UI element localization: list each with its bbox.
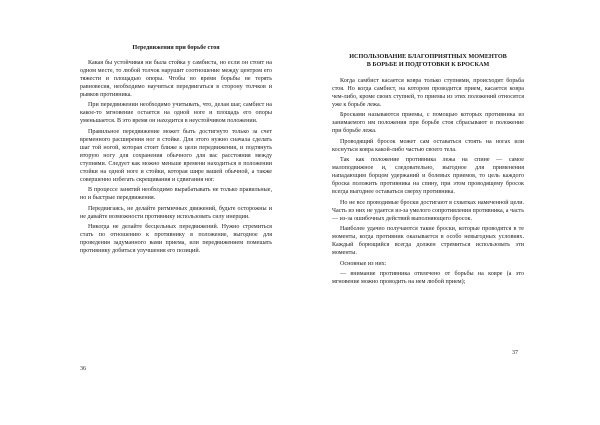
- section-heading: Передвижения при борьбе стоя: [132, 44, 220, 51]
- paragraph: Бросками называются приемы, с помощью которых противника из занимаемого им положения при борьбе стоя сбрасывают в положение при борьбе лежа.: [332, 112, 524, 135]
- page-number: 37: [512, 350, 518, 356]
- right-page: [300, 0, 600, 425]
- paragraph: Так как положение противника лежа на спине — самое малоподвижное и, следовательно, выгодное для применения нападающим борцом удержаний и болевых приемов, то цель каждого броска положить противника на спину, при этом проводящему бросок всегда выгоднее оставаться сверху противника.: [332, 157, 524, 196]
- paragraph: Передвигаясь, не делайте ритмичных движений, будьте осторожны и не давайте возможности противнику использовать силу инерции.: [80, 205, 272, 220]
- paragraph: Никогда не делайте бесцельных передвижений. Нужно стремиться стать по отношению к противнику в положение, выгодное для проведения задуманного вами приема, или передвижением помешать противнику добиться улучшения его позиций.: [80, 224, 272, 254]
- paragraph: Наиболее удачно получаются такие броски, которые проводятся в те моменты, когда противник оказывается в особо невыгодных условиях. Каждый борющийся всегда должен стремиться использовать эти моменты.: [332, 226, 524, 257]
- page-number: 36: [80, 366, 86, 372]
- left-text-column: [80, 60, 272, 258]
- paragraph: Проводящий бросок может сам оставаться стоять на ногах или коснуться ковра какой-либо частью своего тела.: [332, 138, 524, 153]
- chapter-heading-line: В БОРЬБЕ И ПОДГОТОВКИ К БРОСКАМ: [366, 61, 490, 68]
- paragraph: При передвижении необходимо учитывать, что, делая шаг, самбист на какое-то мгновение остается на одной ноге и площадь его опоры уменьшается. В это время он находится в неустойчивом положении.: [80, 102, 272, 125]
- paragraph: Но не все проводимые броски достигают в схватках намеченной цели. Часть из них не удается из-за умелого сопротивления противника, а часть — из-за ошибочных действий выполняющего бросок.: [332, 199, 524, 222]
- paragraph: Когда самбист касается ковра только ступнями, происходит борьба стоя. Но когда самбист, на котором проводится прием, касается ковра чем-либо, кроме своих ступней, то приемы из этих положений относятся уже к борьбе лежа.: [332, 78, 524, 108]
- paragraph: — внимание противника отвлечено от борьбы на ковре (а это мгновение можно проводить на нем любой прием);: [332, 271, 524, 286]
- chapter-heading-line: ИСПОЛЬЗОВАНИЕ БЛАГОПРИЯТНЫХ МОМЕНТОВ: [349, 53, 507, 60]
- paragraph: В процессе занятий необходимо вырабатывать не только правильные, но и быстрые передвижения.: [80, 187, 272, 202]
- chapter-heading: [332, 53, 524, 69]
- paragraph: Какая бы устойчивая ни была стойка у самбиста, но если он стоит на одном месте, то любой толчок нарушит соотношение между центром его тяжести и площадью опоры. Чтобы во время борьбы не терять равновесия, необходимо научиться передвигаться в сторону толчков и рывков противника.: [80, 60, 272, 98]
- paragraph: Основные из них:: [340, 260, 387, 267]
- paragraph: Правильное передвижение может быть достигнуто только за счет временного расширения ног в стойке. Для этого нужно сначала сделать шаг той ногой, которая стоит ближе к цели передвижения, и подтянуть вторую ногу для сохранения обычного для вас расстояния между ступнями. Следует как можно меньше времени находиться в положении стойки на одной ноге и стойки, которая шире вашей обычной, а также совершенно избегать скрещивания и сдвигания ног.: [80, 128, 272, 183]
- right-text-column: [332, 78, 524, 290]
